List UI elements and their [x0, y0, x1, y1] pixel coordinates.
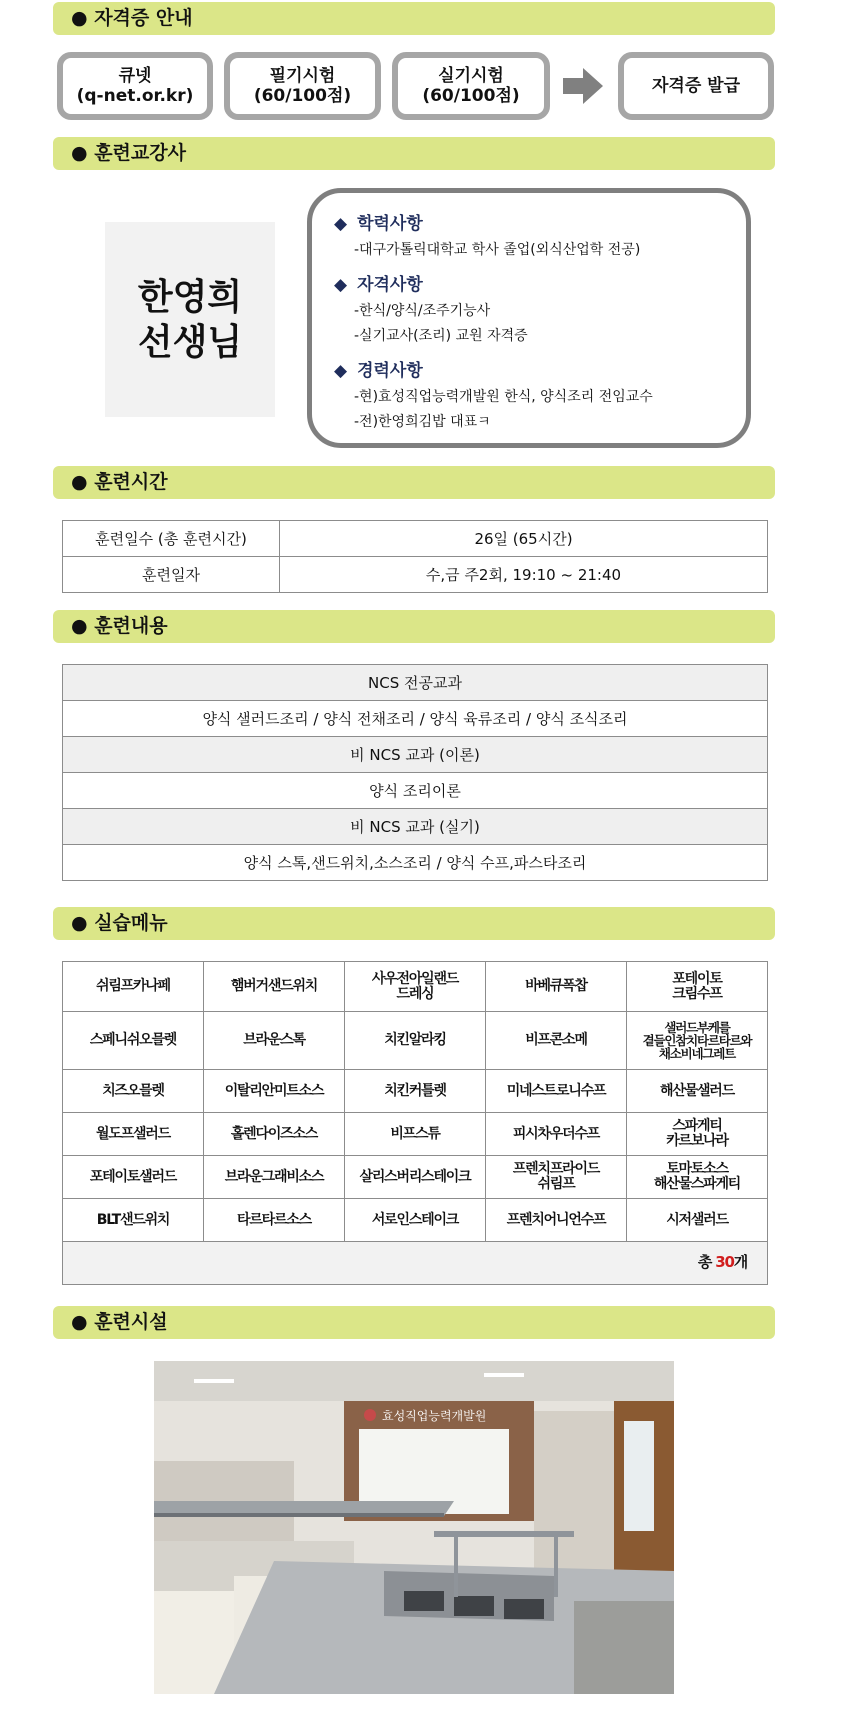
menu-item: 치킨알라킹	[345, 1012, 486, 1070]
profile-qualifications	[334, 271, 726, 349]
table-cell: 비 NCS 교과 (실기)	[63, 809, 768, 845]
section-header-instructor: ● 훈련교강사	[53, 137, 775, 170]
training-content-table	[62, 664, 768, 881]
cert-step-label: 실기시험 (60/100점)	[422, 65, 520, 106]
table-row	[63, 809, 768, 845]
practice-menu-table	[62, 961, 768, 1285]
table-row	[63, 845, 768, 881]
table-cell: 양식 샐러드조리 / 양식 전채조리 / 양식 육류조리 / 양식 조식조리	[63, 701, 768, 737]
menu-item: 스페니쉬오믈렛	[63, 1012, 204, 1070]
menu-total-count: 30	[715, 1253, 734, 1272]
menu-item: 치킨커틀렛	[345, 1070, 486, 1113]
cert-step-issuance	[618, 52, 774, 120]
instructor-name: 한영희 선생님	[105, 222, 275, 417]
menu-item: 샐러드부케를 곁들인참치타르타르와 채소비네그레트	[627, 1012, 768, 1070]
table-row	[63, 1242, 768, 1285]
table-cell-value: 수,금 주2회, 19:10 ~ 21:40	[280, 557, 768, 593]
menu-item: 햄버거샌드위치	[204, 962, 345, 1012]
table-row	[63, 773, 768, 809]
table-row	[63, 521, 768, 557]
table-row	[63, 1113, 768, 1156]
cert-step-label: 자격증 발급	[651, 75, 741, 96]
menu-item: 포테이토샐러드	[63, 1156, 204, 1199]
menu-item: 피시차우더수프	[486, 1113, 627, 1156]
profile-education	[334, 210, 726, 263]
menu-item: 브라운그래비소스	[204, 1156, 345, 1199]
menu-item: 토마토소스 해산물스파게티	[627, 1156, 768, 1199]
table-row	[63, 962, 768, 1012]
cert-step-written-exam	[224, 52, 381, 120]
profile-item: -한식/양식/조주기능사	[354, 303, 491, 319]
diamond-bullet-icon: ◆	[334, 214, 348, 234]
menu-item: 바베큐폭찹	[486, 962, 627, 1012]
table-cell-value: 26일 (65시간)	[280, 521, 768, 557]
arrow-right-icon	[563, 66, 603, 106]
menu-item: 홀렌다이즈소스	[204, 1113, 345, 1156]
menu-item: 포테이토 크림수프	[627, 962, 768, 1012]
table-cell: 비 NCS 교과 (이론)	[63, 737, 768, 773]
table-row	[63, 1070, 768, 1113]
menu-item: 살리스버리스테이크	[345, 1156, 486, 1199]
table-cell: 양식 스톡,샌드위치,소스조리 / 양식 수프,파스타조리	[63, 845, 768, 881]
menu-item: 쉬림프카나페	[63, 962, 204, 1012]
table-cell: 양식 조리이론	[63, 773, 768, 809]
table-row	[63, 665, 768, 701]
table-row	[63, 1156, 768, 1199]
diamond-bullet-icon: ◆	[334, 275, 348, 295]
profile-heading: ◆ 경력사항	[334, 361, 423, 381]
menu-item: 시저샐러드	[627, 1199, 768, 1242]
menu-item: 비프스튜	[345, 1113, 486, 1156]
instructor-profile	[307, 188, 751, 448]
table-row	[63, 557, 768, 593]
facility-photo	[154, 1361, 674, 1694]
menu-item: 사우전아일랜드 드레싱	[345, 962, 486, 1012]
diamond-bullet-icon: ◆	[334, 361, 348, 381]
menu-item: 치즈오믈렛	[63, 1070, 204, 1113]
table-row	[63, 1012, 768, 1070]
kitchen-photo-illustration	[154, 1361, 674, 1694]
menu-item: 월도프샐러드	[63, 1113, 204, 1156]
menu-item: 브라운스톡	[204, 1012, 345, 1070]
menu-item: BLT샌드위치	[63, 1199, 204, 1242]
profile-heading: ◆ 학력사항	[334, 214, 423, 234]
menu-item: 미네스트로니수프	[486, 1070, 627, 1113]
cert-step-practical-exam	[392, 52, 550, 120]
menu-item: 스파게티 카르보나라	[627, 1113, 768, 1156]
profile-item: -실기교사(조리) 교원 자격증	[354, 328, 528, 344]
facility-sign-text: 효성직업능력개발원	[382, 1409, 487, 1423]
profile-item: -전)한영희김밥 대표ㅋ	[354, 414, 491, 430]
menu-item: 서로인스테이크	[345, 1199, 486, 1242]
table-row	[63, 701, 768, 737]
cert-step-label: 큐넷 (q-net.or.kr)	[76, 65, 194, 106]
menu-item: 해산물샐러드	[627, 1070, 768, 1113]
table-cell: NCS 전공교과	[63, 665, 768, 701]
menu-item: 타르타르소스	[204, 1199, 345, 1242]
cert-step-label: 필기시험 (60/100점)	[253, 65, 352, 106]
table-cell-label: 훈련일자	[63, 557, 280, 593]
profile-item: -대구가톨릭대학교 학사 졸업(외식산업학 전공)	[354, 242, 641, 258]
menu-item: 프렌치어니언수프	[486, 1199, 627, 1242]
profile-item: -현)효성직업능력개발원 한식, 양식조리 전임교수	[354, 389, 653, 405]
section-header-facility: ● 훈련시설	[53, 1306, 775, 1339]
menu-item: 프렌치프라이드 쉬림프	[486, 1156, 627, 1199]
table-cell-label: 훈련일수 (총 훈련시간)	[63, 521, 280, 557]
table-row	[63, 1199, 768, 1242]
section-header-training-content: ● 훈련내용	[53, 610, 775, 643]
menu-total: 총 30개	[63, 1242, 768, 1285]
menu-item: 비프콘소메	[486, 1012, 627, 1070]
section-header-practice-menu: ● 실습메뉴	[53, 907, 775, 940]
section-header-training-time: ● 훈련시간	[53, 466, 775, 499]
training-time-table	[62, 520, 768, 593]
menu-item: 이탈리안미트소스	[204, 1070, 345, 1113]
section-header-certificate: ● 자격증 안내	[53, 2, 775, 35]
table-row	[63, 737, 768, 773]
cert-step-qnet	[57, 52, 213, 120]
profile-career	[334, 357, 726, 435]
profile-heading: ◆ 자격사항	[334, 275, 423, 295]
